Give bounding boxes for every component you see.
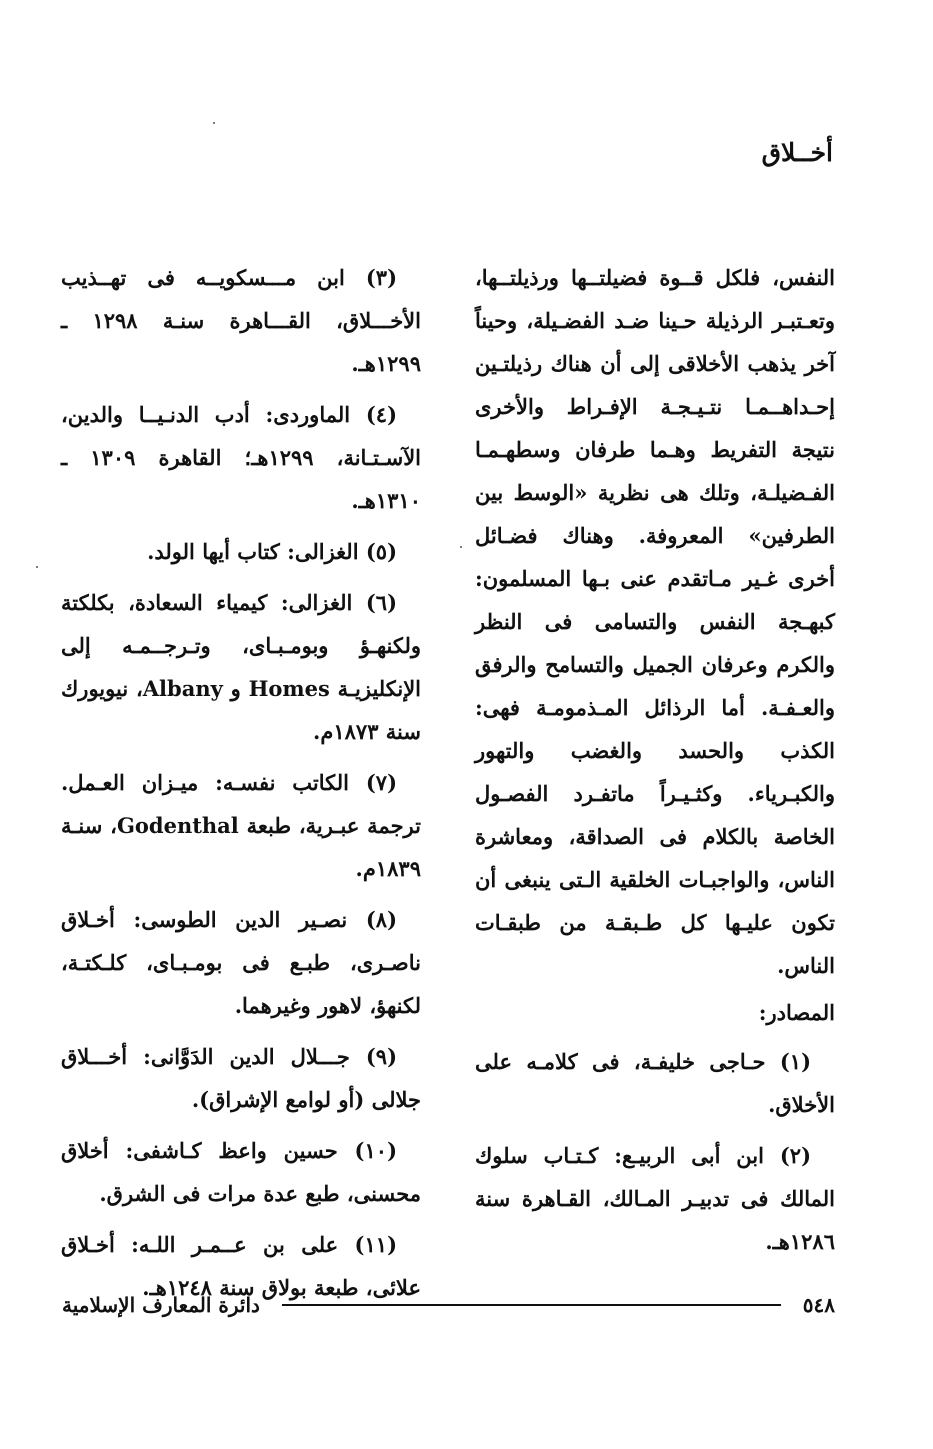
reference-item: (٨) نصـير الدين الطوسى: أخـلاق ناصـرى، طبـع فى بومـبـاى، كلـكتـة، لكنهؤ، لاهور وغيرهما. [61,907,421,1018]
page-number: ٥٤٨ [802,1293,835,1317]
reference-item: (٩) جـــلال الدين الدَوَّانى: أخـــلاق جلالى (أو لوامع الإشراق). [61,1044,421,1112]
footer-rule [282,1304,781,1306]
right-column [475,256,835,1271]
body-paragraph: النفس، فلكل قــوة فضيلتــها ورذيلتــها، وتعـتبـر الرذيلة حـينا ضـد الفضـيلة، وحيناً آخر يذهب الأخلاقى إلى أن هناك رذيلتـين إحـداهــمـا نتـيـجـة الإفـراط والأخرى نتيجة التفريط وهـما طرفان وسطهـمـا الفـضيلـة، وتلك هى نظرية «الوسط بين الطرفين» المعروفة. وهناك فضـائل أخرى غـير مـاتقدم عنى بـها المسلمون: كبهـجة النفس والتسامى فى النظر والكرم وعرفان الجميل والتسامح والرفق والعـفـة. أما الرذائل المـذمومـة فهى: الكذب والحسد والغضب والتهور والكبـرياء. وكثـيـراً ماتفـرد الفصـول الخاصة بالكلام فى الصداقة، ومعاشرة الناس، والواجبـات الخلقية الـتى ينبغى أن تكون عليـها كل طـبقـة من طبقـات الناس. [475,265,835,978]
left-column [61,256,421,1317]
reference-item: (٦) الغزالى: كيمياء السعادة، بكلكتة ولكنهـؤ وبومـبـاى، وتـرجــمـه إلى الإنكليزيـة Homes و Albany، نيويورك سنة ١٨٧٣م. [61,590,422,744]
running-header: أخــلاق [761,138,833,167]
reference-item: (٧) الكاتب نفسـه: ميـزان العـمل. ترجمة عبـرية، طبعة Godenthal، سنـة ١٨٣٩م. [61,770,421,881]
reference-item: (٢) ابن أبى الربيـع: كـتـاب سلوك المالك فى تدبيـر المـالك، القـاهرة سنة ١٢٨٦هـ. [475,1143,835,1254]
reference-item: (٥) الغزالى: كتاب أيها الولد. [147,539,397,564]
reference-item: (٣) ابن مـــسكويــه فى تهــذيب الأخـــلاق، القـــاهرة سنـة ١٢٩٨ ـ ١٢٩٩هـ. [61,265,421,376]
reference-item: (١) حـاجى خليفـة، فى كلامـه على الأخلاق. [475,1049,835,1117]
scan-speck [213,122,215,124]
footer-journal-title: دائرة المعارف الإسلامية [62,1293,260,1317]
scan-speck [36,566,38,568]
reference-item: (١٠) حسين واعظ كـاشفى: أخلاق محسنى، طبع عدة مرات فى الشرق. [61,1138,421,1206]
sources-heading: المصادر: [758,1000,835,1025]
reference-item: (٤) الماوردى: أدب الدنـيــا والدين، الآسـتـانة، ١٢٩٩هـ؛ القاهرة ١٣٠٩ ـ ١٣١٠هـ. [61,402,421,513]
page-footer [62,1290,835,1320]
reference-item: (١١) على بن عــمـر اللـه: أخـلاق علائى، طبعة بولاق سنة ١٢٤٨هـ. [61,1232,421,1300]
scan-speck [460,546,462,548]
